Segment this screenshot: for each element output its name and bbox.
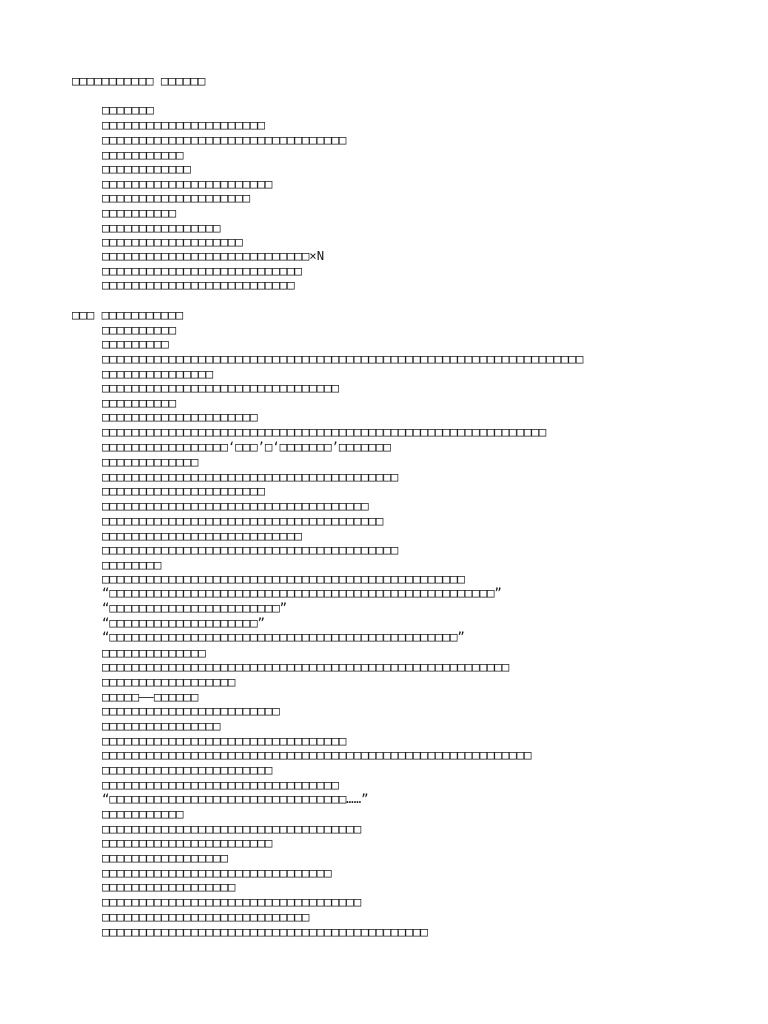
body-line: □□□□□□□□□□□□□□□□: [102, 221, 221, 235]
body-line: □□□□□□□□□□□□□□□□□□□□□□□□: [102, 704, 280, 718]
body-line: □□□□□□□□□□□□□□□□□□□□□□□□□□□□□□□□□□□: [102, 895, 362, 909]
body-line: □□□□□□□□□□□□□□□□□□□□□□□□□□□□□□□□□□□□□□□□: [102, 543, 399, 557]
body-line: □□□□□□□□□□□□□□□□□□□□□□□□□□□□: [102, 910, 310, 924]
body-line: □□□□□□□□□□□□□□□□□□□□□□□□□□□□□□□□□□□□□□□□□□□□□□□□□□□□□□□□□□□□: [102, 425, 547, 439]
quote-line: “□□□□□□□□□□□□□□□□□□□□□□□□□□□□□□□□……”: [102, 792, 369, 806]
body-line: □□□□□□□□□□□□□□□□□□: [102, 675, 236, 689]
body-line: □□□□□□□□□□□□□□□□□□□□□□: [102, 484, 265, 498]
body-line: □□□□□□□□□□□□□□□□□‘□□□’□‘□□□□□□□’□□□□□□□: [102, 440, 391, 454]
body-line: □□□□□□□□□□□□□□□□□□□□□□□□□□□□□□□□□□□□□□□□□□□□□□□□□□□□□□□: [102, 660, 510, 674]
body-line: □□□□□□□□□□: [102, 323, 177, 337]
body-line: □□□□□□□□□□□□: [102, 162, 191, 176]
body-line: □□□□□□□□□□□□□□□□□□□□□□□□□□□□□□□□: [102, 778, 339, 792]
body-line: □□□□□□□□□□□□□□□□□□□□□□□□□□□□□□□□□: [102, 734, 347, 748]
body-line: □□□□□□□□□□□□□□□□□□□□□□□□□□□□□□□: [102, 866, 332, 880]
body-line: □□□□□□□: [102, 103, 154, 117]
body-line: □□□□□□□□□□□□□□□□□□□□□□□: [102, 763, 273, 777]
body-line: □□□□□□□□□□□□□□□□□□□□□□□□□□□: [102, 529, 302, 543]
body-line: □□□□□□□□□□□□□□□□: [102, 719, 221, 733]
body-line: □□□□□□□□□□□□□□: [102, 646, 206, 660]
body-line: □□□□□□□□□□□□□□□□□□: [102, 880, 236, 894]
body-line: □□□□□□□□□□□□□□□□□□□□□□□□□□: [102, 278, 295, 292]
body-line: □□□□□□□□□□□: [102, 148, 184, 162]
body-line: □□□□□□□□□□□□□□□□□□□□□□□□□□□□□□□□□□□: [102, 822, 362, 836]
quote-line: “□□□□□□□□□□□□□□□□□□□□□□□□□□□□□□□□□□□□□□□□□□□□□□□□□□□□”: [102, 586, 502, 600]
body-line: □□□□□□□□□□□□□□□□□□□□: [102, 191, 251, 205]
body-line: □□□□□□□□□□□□□□□□□□□□□□□□□□□□□□□□□□□□□□□□□□□□□□□□□□□□□□□□□□□□□□□□□: [102, 352, 584, 366]
body-line: □□□□□□□□□□□□□□□: [102, 367, 214, 381]
body-line: □□□□□□□□□□□□□□□□□□□□□□□□□□□□□□□□□□□□□□□□□□□□□□□□□□□□□□□□□□: [102, 748, 532, 762]
body-line: □□□□□□□□□□□□□□□□□□□: [102, 235, 243, 249]
body-line: □□□□□——□□□□□□: [102, 690, 199, 704]
quote-line: “□□□□□□□□□□□□□□□□□□□□”: [102, 616, 265, 630]
body-line: □□□□□□□□□□□□□□□□□□□□□□□□□□□□□□□□: [102, 381, 339, 395]
body-line: □□□□□□□□□□: [102, 396, 177, 410]
quote-line: “□□□□□□□□□□□□□□□□□□□□□□□”: [102, 601, 288, 615]
body-line: □□□□□□□□□□□□□□□□□□□□□□□□□□□□×N: [102, 249, 325, 263]
body-line: □□□□□□□□□□□□□□□□□□□□□□□□□□□□□□□□□□□□□□: [102, 514, 384, 528]
body-line: □□□□□□□□□: [102, 337, 169, 351]
body-line: □□□□□□□□□□: [102, 206, 177, 220]
body-line: □□□□□□□□□□□□□□□□□□□□□□□: [102, 177, 273, 191]
body-line: □□□□□□□□□□□: [102, 807, 184, 821]
section-heading-2: □□□ □□□□□□□□□□□: [72, 308, 184, 322]
body-line: □□□□□□□□□□□□□□□□□□□□□□: [102, 118, 265, 132]
body-line: □□□□□□□□□□□□□□□□□□□□□: [102, 410, 258, 424]
section-heading-1: □□□□□□□□□□□ □□□□□□: [72, 74, 206, 88]
body-line: □□□□□□□□□□□□□□□□□□□□□□□□□□□□□□□□□□□□□□□□□□□□□□□□□: [102, 572, 465, 586]
body-line: □□□□□□□□□□□□□□□□□□□□□□□: [102, 836, 273, 850]
quote-line: “□□□□□□□□□□□□□□□□□□□□□□□□□□□□□□□□□□□□□□□□□□□□□□□”: [102, 630, 465, 644]
body-line: □□□□□□□□□□□□□□□□□: [102, 851, 228, 865]
body-line: □□□□□□□□□□□□□: [102, 455, 199, 469]
body-line: □□□□□□□□□□□□□□□□□□□□□□□□□□□: [102, 264, 302, 278]
body-line: □□□□□□□□□□□□□□□□□□□□□□□□□□□□□□□□□□□□□□□□: [102, 470, 399, 484]
body-line: □□□□□□□□□□□□□□□□□□□□□□□□□□□□□□□□□□□□□□□□□□□□: [102, 925, 428, 939]
body-line: □□□□□□□□: [102, 558, 162, 572]
body-line: □□□□□□□□□□□□□□□□□□□□□□□□□□□□□□□□□: [102, 133, 347, 147]
body-line: □□□□□□□□□□□□□□□□□□□□□□□□□□□□□□□□□□□□: [102, 499, 369, 513]
